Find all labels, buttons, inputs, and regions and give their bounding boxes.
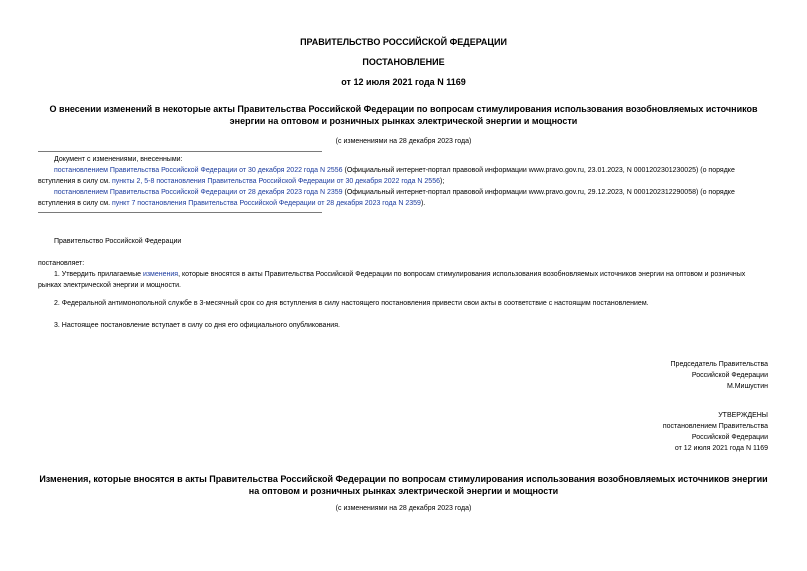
document-title-line-2: энергии на оптовом и розничных рынках электрической энергии и мощности: [229, 116, 578, 126]
paragraph-1-line-2: рынках электрической энергии и мощности.: [38, 282, 182, 289]
issuing-authority: Правительство Российской Федерации: [54, 238, 182, 245]
changes-link[interactable]: изменения: [142, 271, 179, 278]
approved-line-4: от 12 июля 2021 года N 1169: [674, 445, 768, 452]
annex-title-line-2: на оптовом и розничных рынках электрической энергии и мощности: [248, 486, 559, 496]
annex-amendments-note: (с изменениями на 28 декабря 2023 года): [335, 505, 472, 512]
paragraph-1-line-1: [54, 269, 784, 280]
annex-title-line-1: Изменения, которые вносятся в акты Правительства Российской Федерации по вопросам стимулирования использования возобновляемых источников энергии: [39, 474, 768, 484]
paragraph-2: 2. Федеральной антимонопольной службе в 3-месячный срок со дня вступления в силу настоящего постановления привести свои акты в соответствие с настоящим постановлением.: [54, 300, 649, 307]
document-date-number: от 12 июля 2021 года N 1169: [341, 77, 466, 87]
changes-intro: Документ с изменениями, внесенными:: [54, 156, 183, 163]
resolves-label: постановляет:: [38, 260, 85, 267]
change-link-1[interactable]: постановлением Правительства Российской Федерации от 30 декабря 2022 года N 2556: [54, 167, 343, 174]
change-link-2[interactable]: постановлением Правительства Российской Федерации от 28 декабря 2023 года N 2359: [54, 189, 343, 196]
change-item-1-line-1: [54, 165, 774, 176]
signature-name: М.Мишустин: [726, 383, 768, 390]
changes-bottom-rule: [38, 212, 322, 213]
change-item-1-text: (Официальный интернет-портал правовой информации www.pravo.gov.ru, 23.01.2023, N 0001202301230025) (о порядке: [342, 167, 735, 174]
change-item-2-text-3: ).: [420, 200, 426, 207]
changes-top-rule: [38, 151, 322, 152]
document-title-line-1: О внесении изменений в некоторые акты Правительства Российской Федерации по вопросам стимулирования использования возобновляемых источников: [49, 104, 758, 114]
change-item-2-line-1: [54, 187, 774, 198]
approved-line-3: Российской Федерации: [691, 434, 768, 441]
approved-heading: УТВЕРЖДЕНЫ: [718, 412, 768, 419]
change-link-2b[interactable]: пункт 7 постановления Правительства Российской Федерации от 28 декабря 2023 года N 2359: [112, 200, 421, 207]
change-item-2-line-2: [38, 198, 425, 209]
paragraph-3: 3. Настоящее постановление вступает в силу со дня его официального опубликования.: [54, 322, 340, 329]
change-item-1-text-2: вступления в силу см.: [38, 178, 113, 185]
change-link-1b[interactable]: пункты 2, 5-8 постановления Правительства Российской Федерации от 30 декабря 2022 года N 2556: [112, 178, 440, 185]
paragraph-1-text-a: 1. Утвердить прилагаемые: [54, 271, 143, 278]
amendments-note: (с изменениями на 28 декабря 2023 года): [335, 138, 472, 145]
change-item-2-text: (Официальный интернет-портал правовой информации www.pravo.gov.ru, 29.12.2023, N 0001202312290058) (о порядке: [342, 189, 735, 196]
signature-position-1: Председатель Правительства: [670, 361, 768, 368]
change-item-2-text-2: вступления в силу см.: [38, 200, 113, 207]
approved-line-2: постановлением Правительства: [662, 423, 768, 430]
change-item-1-text-3: );: [439, 178, 445, 185]
document-type: ПОСТАНОВЛЕНИЕ: [362, 57, 445, 67]
change-item-1-line-2: [38, 176, 444, 187]
authority-heading: ПРАВИТЕЛЬСТВО РОССИЙСКОЙ ФЕДЕРАЦИИ: [300, 37, 507, 47]
signature-position-2: Российской Федерации: [691, 372, 768, 379]
paragraph-1-text-b: , которые вносятся в акты Правительства Российской Федерации по вопросам стимулирования использования возобновляемых источников энергии на оптовом и розничных: [178, 271, 746, 278]
